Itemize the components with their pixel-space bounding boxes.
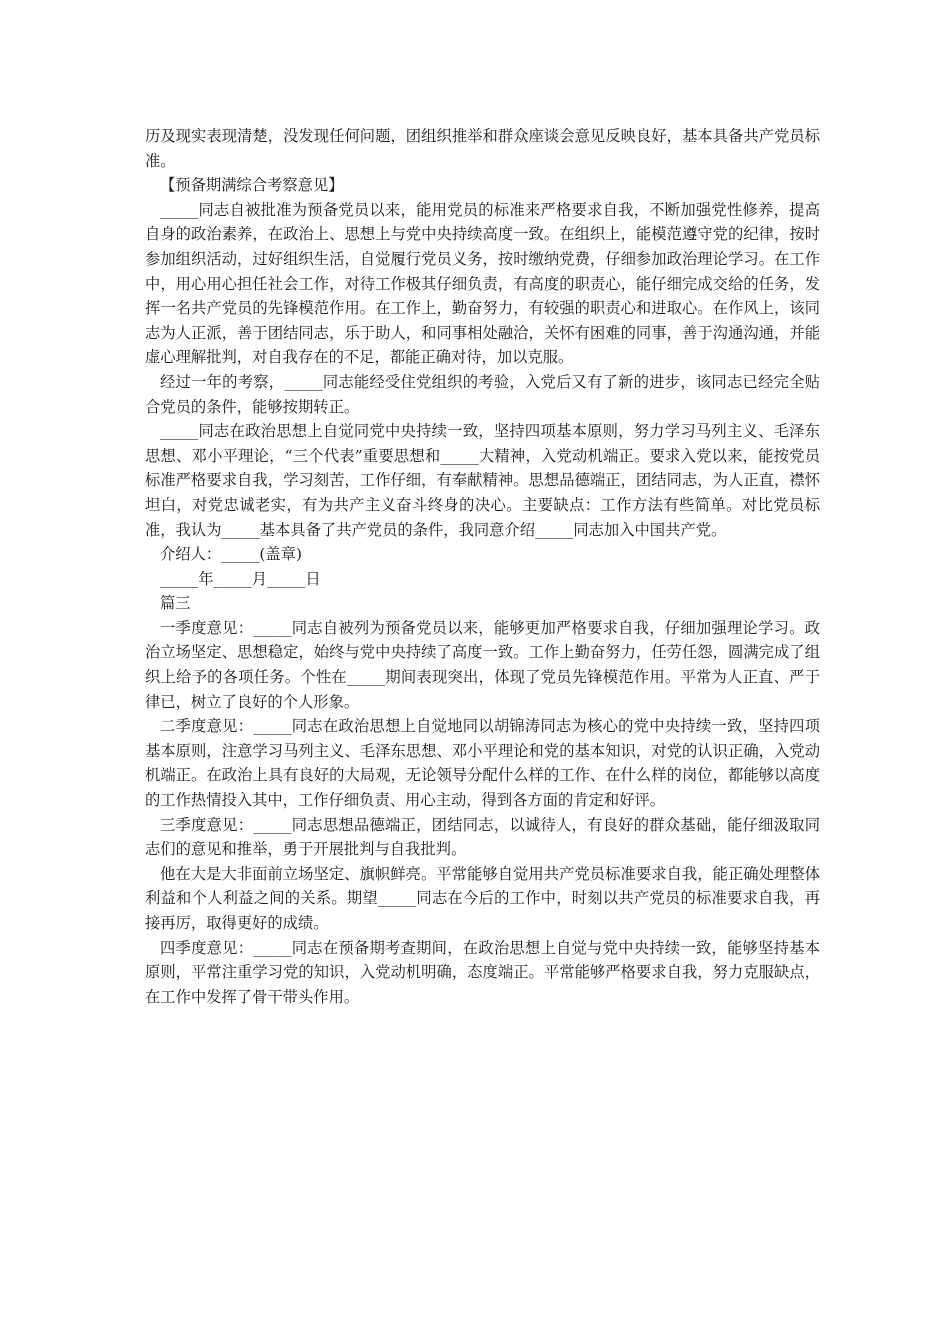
introducer-signature-line: 介绍人：_____(盖章) bbox=[160, 545, 302, 564]
paragraph-continuation: 历及现实表现清楚，没发现任何问题，团组织推举和群众座谈会意见反映良好，基本具备共产党员标准。 bbox=[145, 127, 820, 170]
section-heading-probation-review: 【预备期满综合考察意见】 bbox=[160, 176, 344, 195]
paragraph-one-year-review: 经过一年的考察，_____同志能经受住党组织的考验，入党后又有了新的进步，该同志已经完全贴合党员的条件，能够按期转正。 bbox=[145, 372, 820, 416]
paragraph-q3-opinion: 三季度意见：_____同志思想品德端正，团结同志，以诚待人，有良好的群众基础，能仔细汲取同志们的意见和推举，勇于开展批判与自我批判。 bbox=[145, 815, 820, 859]
paragraph-q2-opinion: 二季度意见：_____同志在政治思想上自觉地同以胡锦涛同志为核心的党中央持续一致，坚持四项基本原则，注意学习马列主义、毛泽东思想、邓小平理论和党的基本知识，对党的认识正确，入党动机端正。在政治上具有良好的大局观，无论领导分配什么样的工作、在什么样的岗位，都能够以高度的工作热情投入其中，工作仔细负责、用心主动，得到各方面的肯定和好评。 bbox=[145, 717, 820, 810]
document-page bbox=[145, 124, 820, 1009]
paragraph-q3-continued: 他在大是大非面前立场坚定、旗帜鲜亮。平常能够自觉用共产党员标准要求自我，能正确处理整体利益和个人利益之间的关系。期望_____同志在今后的工作中，时刻以共产党员的标准要求自我，再接再厉，取得更好的成绩。 bbox=[145, 864, 820, 932]
paragraph-q4-opinion: 四季度意见：_____同志在预备期考查期间，在政治思想上自觉与党中央持续一致，能够坚持基本原则，平常注重学习党的知识，入党动机明确，态度端正。平常能够严格要求自我，努力克服缺点，在工作中发挥了骨干带头作用。 bbox=[145, 938, 820, 1006]
paragraph-introducer-opinion: _____同志在政治思想上自觉同党中央持续一致，坚持四项基本原则，努力学习马列主义、毛泽东思想、邓小平理论，“三个代表”重要思想和_____大精神，入党动机端正。要求入党以来，能按党员标准严格要求自我，学习刻苦，工作仔细，有奉献精神。思想品德端正，团结同志，为人正直，襟怀坦白，对党忠诚老实，有为共产主义奋斗终身的决心。主要缺点：工作方法有些简单。对比党员标准，我认为_____基本具备了共产党员的条件，我同意介绍_____同志加入中国共产党。 bbox=[145, 422, 820, 539]
section-title-part-three: 篇三 bbox=[160, 594, 191, 613]
paragraph-probation-review: _____同志自被批准为预备党员以来，能用党员的标准来严格要求自我，不断加强党性修养，提高自身的政治素养，在政治上、思想上与党中央持续高度一致。在组织上，能模范遵守党的纪律，按时参加组织活动，过好组织生活，自觉履行党员义务，按时缴纳党费，仔细参加政治理论学习。在工作中，用心用心担任社会工作，对待工作极其仔细负责，有高度的职责心，能仔细完成交给的任务，发挥一名共产党员的先锋模范作用。在工作上，勤奋努力，有较强的职责心和进取心。在作风上，该同志为人正派，善于团结同志，乐于助人，和同事相处融洽，关怀有困难的同事，善于沟通沟通，并能虚心理解批判，对自我存在的不足，都能正确对待，加以克服。 bbox=[145, 200, 820, 367]
date-line: _____年_____月_____日 bbox=[160, 569, 321, 588]
paragraph-q1-opinion: 一季度意见：_____同志自被列为预备党员以来，能够更加严格要求自我，仔细加强理论学习。政治立场坚定、思想稳定，始终与党中央持续了高度一致。工作上勤奋努力，任劳任怨，圆满完成了组织上给予的各项任务。个性在_____期间表现突出，体现了党员先锋模范作用。平常为人正直、严于律已，树立了良好的个人形象。 bbox=[145, 618, 820, 711]
